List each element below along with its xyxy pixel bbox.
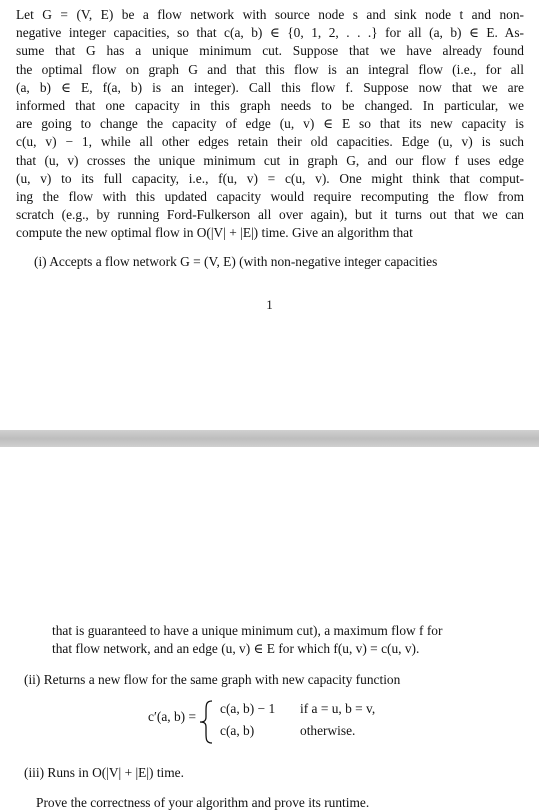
paragraph-line: (a, b) ∈ E, f(a, b) is an integer). Call this flow f. Suppose now that we are bbox=[16, 79, 524, 95]
case-2-expression: c(a, b) bbox=[220, 723, 255, 738]
paragraph-line: that (u, v) crosses the unique minimum cut in graph G, and our flow f uses edge bbox=[16, 152, 524, 168]
paragraph-line: are going to change the capacity of edge (u, v) ∈ E so that its new capacity is bbox=[16, 116, 524, 132]
case-1-condition: if a = u, b = v, bbox=[300, 701, 376, 716]
list-item-i-line-2: that is guaranteed to have a unique minimum cut), a maximum flow f for bbox=[52, 623, 443, 638]
page-separator bbox=[0, 430, 539, 447]
list-item-i-line-1: (i) Accepts a flow network G = (V, E) (with non-negative integer capacities bbox=[34, 254, 438, 269]
capacity-function-lhs: c′(a, b) = bbox=[148, 709, 197, 724]
problem-statement-paragraph bbox=[16, 6, 524, 243]
paragraph-line: informed that one capacity in this graph needs to be changed. In particular, we bbox=[16, 98, 524, 114]
left-brace-icon bbox=[196, 699, 216, 745]
list-item-iii: (iii) Runs in O(|V| + |E|) time. bbox=[24, 765, 184, 780]
paragraph-line: sume that G has a unique minimum cut. Suppose that we have already found bbox=[16, 43, 524, 59]
paragraph-line: scratch (e.g., by running Ford-Fulkerson all over again), but it turns out that we can bbox=[16, 207, 524, 223]
paragraph-line: ing the flow with this updated capacity would require recomputing the flow from bbox=[16, 189, 524, 205]
list-item-i-line-3: that flow network, and an edge (u, v) ∈ E for which f(u, v) = c(u, v). bbox=[52, 641, 420, 656]
case-2-condition: otherwise. bbox=[300, 723, 356, 738]
paragraph-line: Let G = (V, E) be a flow network with source node s and sink node t and non- bbox=[16, 7, 524, 22]
paragraph-line: negative integer capacities, so that c(a, b) ∈ {0, 1, 2, . . .} for all (a, b) ∈ E. As- bbox=[16, 25, 524, 41]
paragraph-line: the optimal flow on graph G and that this flow is an integral flow (i.e., for all bbox=[16, 61, 524, 77]
paragraph-line: (u, v) to its full capacity, i.e., f(u, v) = c(u, v). One might think that comput- bbox=[16, 170, 524, 186]
paragraph-line: c(u, v) − 1, while all other edges retain their old capacities. Edge (u, v) is such bbox=[16, 134, 524, 150]
list-item-ii: (ii) Returns a new flow for the same graph with new capacity function bbox=[24, 672, 401, 687]
paragraph-line: compute the new optimal flow in O(|V| + |E|) time. Give an algorithm that bbox=[16, 225, 413, 241]
closing-instruction: Prove the correctness of your algorithm and prove its runtime. bbox=[36, 795, 370, 810]
page-number: 1 bbox=[266, 297, 273, 312]
case-1-expression: c(a, b) − 1 bbox=[220, 701, 276, 716]
